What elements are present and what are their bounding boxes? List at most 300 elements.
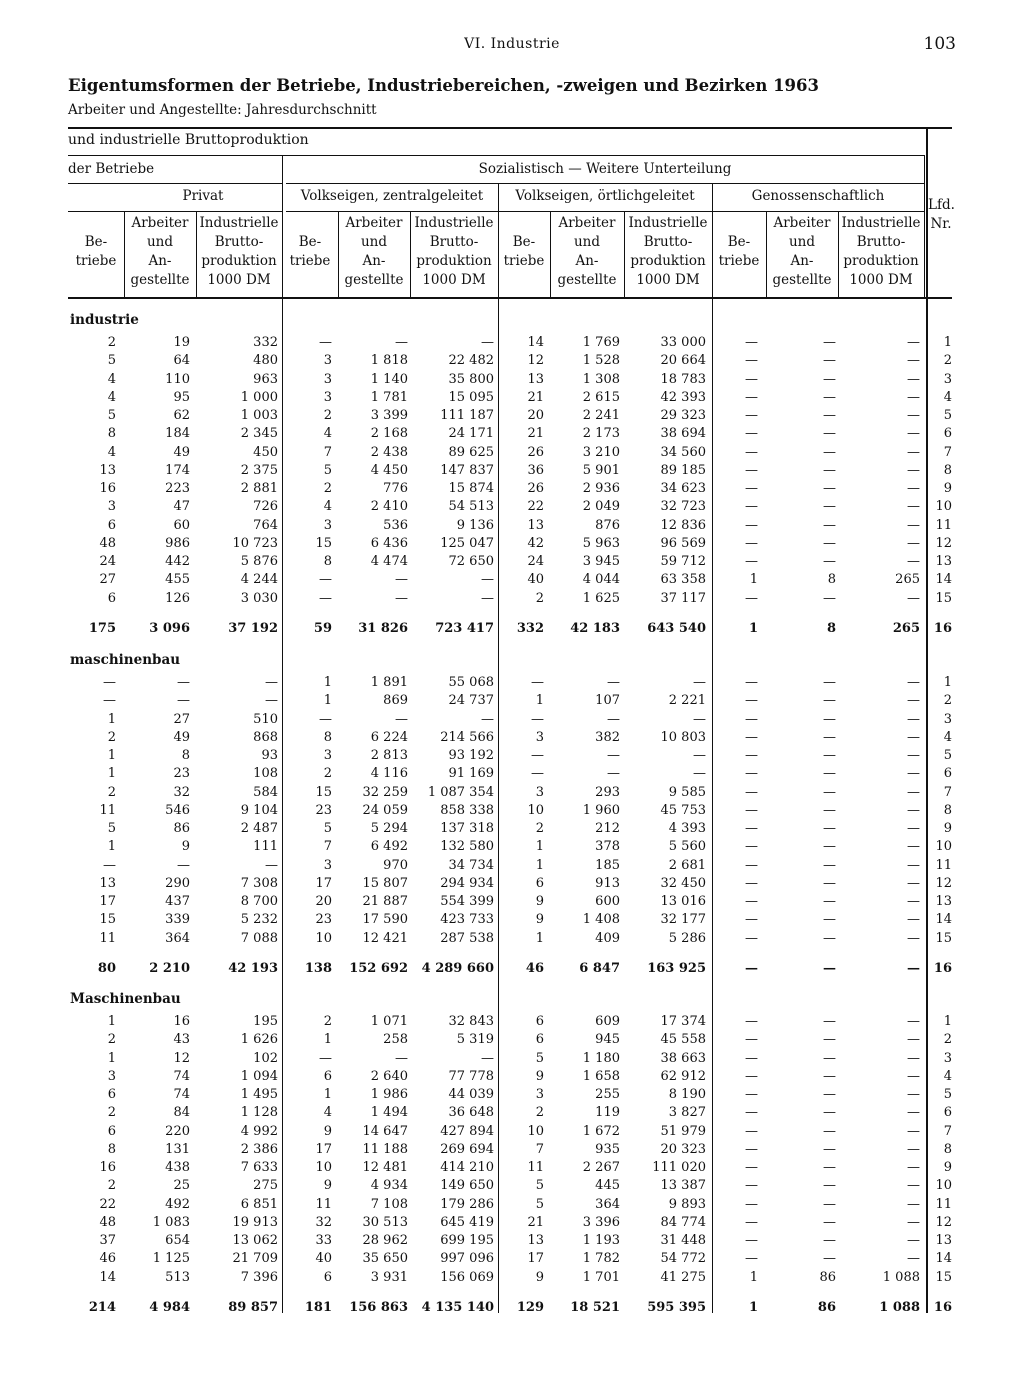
table-cell: 36 bbox=[527, 462, 544, 478]
header-nr-line: Nr. bbox=[930, 216, 952, 232]
table-row bbox=[0, 692, 1024, 710]
table-cell: 8 bbox=[943, 802, 952, 818]
column-header-line: Brutto- bbox=[643, 234, 693, 250]
table-cell: 63 358 bbox=[660, 572, 706, 588]
table-cell: 1 bbox=[107, 748, 116, 763]
table-cell: — bbox=[907, 499, 920, 515]
table-cell: 37 192 bbox=[228, 620, 278, 636]
table-cell: — bbox=[823, 1087, 836, 1102]
table-cell: 25 bbox=[173, 1178, 190, 1194]
table-cell: 1 818 bbox=[370, 353, 408, 369]
table-cell: 45 558 bbox=[660, 1032, 706, 1048]
table-cell: 7 bbox=[323, 839, 332, 855]
table-cell: — bbox=[319, 335, 332, 350]
table-cell: 643 540 bbox=[647, 620, 706, 636]
table-cell: — bbox=[823, 1233, 836, 1248]
table-cell: 28 962 bbox=[362, 1233, 408, 1248]
table-cell: 2 bbox=[535, 821, 544, 836]
table-cell: 11 bbox=[935, 517, 952, 533]
table-cell: — bbox=[481, 335, 494, 350]
continuation-title: und industrielle Bruttoproduktion bbox=[68, 132, 309, 148]
column-rule bbox=[766, 211, 767, 297]
table-cell: 2 345 bbox=[240, 426, 278, 442]
table-cell: 699 195 bbox=[440, 1233, 494, 1248]
table-row bbox=[0, 553, 1024, 571]
table-cell: — bbox=[177, 857, 190, 873]
table-cell: 62 912 bbox=[660, 1068, 706, 1084]
table-row bbox=[0, 535, 1024, 553]
table-cell: — bbox=[745, 371, 758, 387]
table-cell: 4 bbox=[323, 499, 332, 515]
table-cell: 26 bbox=[527, 444, 544, 460]
table-cell: — bbox=[823, 711, 836, 727]
table-cell: 1 408 bbox=[582, 912, 620, 928]
table-cell: 1 672 bbox=[582, 1123, 620, 1139]
table-cell: 5 bbox=[107, 821, 116, 836]
table-cell: 7 108 bbox=[370, 1196, 408, 1212]
table-cell: 5 bbox=[107, 353, 116, 369]
column-header-line: produktion bbox=[630, 253, 706, 269]
column-rule bbox=[410, 211, 411, 297]
table-cell: 5 bbox=[943, 1087, 952, 1102]
table-cell: 12 bbox=[527, 353, 544, 369]
column-header-line: Industrielle bbox=[414, 215, 494, 231]
column-header-line: und bbox=[573, 234, 601, 250]
header-rule bbox=[68, 183, 282, 184]
table-cell: 2 bbox=[943, 693, 952, 709]
table-cell: 2 bbox=[107, 335, 116, 350]
table-cell: 17 bbox=[315, 875, 332, 891]
table-cell: 5 bbox=[535, 1050, 544, 1066]
table-cell: 111 bbox=[253, 839, 278, 855]
table-cell: 8 bbox=[943, 1141, 952, 1157]
table-cell: — bbox=[823, 335, 836, 350]
column-header-arbeiter bbox=[766, 214, 838, 290]
table-cell: — bbox=[907, 590, 920, 606]
table-cell: 86 bbox=[819, 1269, 836, 1285]
table-cell: 9 bbox=[943, 1160, 952, 1175]
table-row bbox=[0, 802, 1024, 820]
table-cell: — bbox=[823, 748, 836, 763]
table-cell: — bbox=[907, 960, 920, 976]
table-cell: 997 096 bbox=[440, 1251, 494, 1267]
table-subtitle: Arbeiter und Angestellte: Jahresdurchschnitt bbox=[68, 102, 377, 118]
table-cell: — bbox=[395, 590, 408, 606]
table-cell: 34 734 bbox=[448, 857, 494, 873]
table-cell: 11 bbox=[935, 857, 952, 873]
table-cell: — bbox=[693, 711, 706, 727]
table-cell: — bbox=[745, 353, 758, 369]
column-header-line: gestellte bbox=[557, 272, 617, 288]
table-cell: — bbox=[823, 784, 836, 800]
table-cell: — bbox=[823, 371, 836, 387]
table-cell: — bbox=[607, 675, 620, 690]
column-rule bbox=[196, 211, 197, 297]
table-cell: 22 482 bbox=[448, 353, 494, 369]
table-cell: — bbox=[745, 1160, 758, 1175]
table-cell: 265 bbox=[895, 572, 920, 588]
table-cell: 1 bbox=[323, 1087, 332, 1102]
table-cell: 64 bbox=[173, 353, 190, 369]
table-cell: — bbox=[745, 335, 758, 350]
column-header-line: Brutto- bbox=[214, 234, 264, 250]
table-cell: 9 893 bbox=[668, 1196, 706, 1212]
table-cell: 6 bbox=[107, 1123, 116, 1139]
table-cell: 5 bbox=[943, 748, 952, 763]
table-cell: 14 bbox=[935, 1251, 952, 1267]
column-header-line: Be- bbox=[84, 234, 108, 250]
table-cell: — bbox=[745, 711, 758, 727]
table-cell: 16 bbox=[173, 1014, 190, 1029]
table-cell: 10 bbox=[935, 499, 952, 515]
table-cell: 609 bbox=[595, 1014, 620, 1029]
table-cell: 2 bbox=[107, 784, 116, 800]
table-row bbox=[0, 747, 1024, 765]
table-cell: 21 bbox=[527, 389, 544, 405]
table-cell: 15 807 bbox=[362, 875, 408, 891]
column-rule bbox=[124, 211, 125, 297]
group-header-left: der Betriebe bbox=[68, 161, 155, 177]
table-cell: 12 481 bbox=[362, 1160, 408, 1175]
table-cell: 9 bbox=[943, 821, 952, 836]
table-cell: — bbox=[745, 535, 758, 551]
table-row bbox=[0, 498, 1024, 516]
table-cell: — bbox=[907, 675, 920, 690]
table-cell: 10 bbox=[935, 839, 952, 855]
table-cell: — bbox=[823, 1196, 836, 1212]
table-cell: 195 bbox=[253, 1014, 278, 1029]
table-cell: — bbox=[907, 371, 920, 387]
table-cell: 9 bbox=[535, 894, 544, 909]
running-title: VI. Industrie bbox=[464, 36, 560, 52]
table-cell: 102 bbox=[253, 1050, 278, 1066]
table-cell: 265 bbox=[892, 620, 920, 636]
table-cell: 46 bbox=[99, 1251, 116, 1267]
table-row bbox=[0, 389, 1024, 407]
table-cell: 9 104 bbox=[240, 802, 278, 818]
table-cell: 21 bbox=[527, 426, 544, 442]
table-cell: 175 bbox=[88, 620, 116, 636]
table-cell: 364 bbox=[165, 930, 190, 946]
table-row bbox=[0, 729, 1024, 747]
table-cell: 40 bbox=[527, 572, 544, 588]
table-cell: 869 bbox=[383, 693, 408, 709]
table-row bbox=[0, 371, 1024, 389]
table-cell: 163 925 bbox=[647, 960, 706, 976]
table-cell: 1 003 bbox=[240, 408, 278, 423]
table-cell: 12 bbox=[935, 1214, 952, 1230]
table-cell: — bbox=[745, 875, 758, 891]
table-cell: 1 bbox=[323, 693, 332, 709]
table-cell: 2 241 bbox=[582, 408, 620, 423]
table-cell: 12 836 bbox=[660, 517, 706, 533]
table-cell: — bbox=[823, 1105, 836, 1121]
table-cell: — bbox=[745, 784, 758, 800]
table-cell: 726 bbox=[253, 499, 278, 515]
table-cell: 6 bbox=[323, 1269, 332, 1285]
table-cell: 15 bbox=[315, 535, 332, 551]
table-cell: 223 bbox=[165, 481, 190, 496]
table-cell: — bbox=[823, 1068, 836, 1084]
table-row bbox=[0, 480, 1024, 498]
table-cell: 3 bbox=[943, 371, 952, 387]
table-cell: 5 232 bbox=[240, 912, 278, 928]
table-cell: 9 585 bbox=[668, 784, 706, 800]
table-cell: 38 663 bbox=[660, 1050, 706, 1066]
table-cell: 131 bbox=[165, 1141, 190, 1157]
table-cell: 9 bbox=[535, 912, 544, 928]
table-cell: — bbox=[823, 675, 836, 690]
table-cell: 5 560 bbox=[668, 839, 706, 855]
table-cell: 6 492 bbox=[370, 839, 408, 855]
table-cell: 11 bbox=[935, 1196, 952, 1212]
table-cell: 4 244 bbox=[240, 572, 278, 588]
table-cell: 258 bbox=[383, 1032, 408, 1048]
table-cell: — bbox=[907, 1050, 920, 1066]
table-cell: 8 190 bbox=[668, 1087, 706, 1102]
table-cell: 21 bbox=[527, 1214, 544, 1230]
table-cell: 15 874 bbox=[448, 481, 494, 496]
table-cell: — bbox=[745, 839, 758, 855]
table-cell: — bbox=[907, 784, 920, 800]
table-cell: 3 bbox=[535, 1087, 544, 1102]
table-cell: 17 bbox=[315, 1141, 332, 1157]
table-cell: 2 bbox=[107, 729, 116, 745]
table-cell: 152 692 bbox=[349, 960, 408, 976]
table-cell: — bbox=[823, 481, 836, 496]
table-cell: 5 bbox=[323, 821, 332, 836]
column-header-line: Industrielle bbox=[841, 215, 921, 231]
table-cell: 13 016 bbox=[660, 894, 706, 909]
table-cell: 4 992 bbox=[240, 1123, 278, 1139]
total-row bbox=[0, 1299, 1024, 1317]
table-row bbox=[0, 893, 1024, 911]
table-cell: 10 bbox=[935, 1178, 952, 1194]
table-cell: 13 bbox=[935, 1233, 952, 1248]
table-cell: — bbox=[607, 711, 620, 727]
table-cell: 43 bbox=[173, 1032, 190, 1048]
table-cell: 3 bbox=[535, 729, 544, 745]
table-cell: 91 169 bbox=[448, 766, 494, 782]
table-cell: 3 bbox=[535, 784, 544, 800]
table-cell: 16 bbox=[99, 481, 116, 496]
table-cell: 3 bbox=[323, 857, 332, 873]
table-cell: 6 bbox=[943, 766, 952, 782]
table-cell: 2 049 bbox=[582, 499, 620, 515]
table-cell: 42 183 bbox=[570, 620, 620, 636]
table-cell: 480 bbox=[253, 353, 278, 369]
table-cell: — bbox=[481, 590, 494, 606]
table-cell: — bbox=[823, 1123, 836, 1139]
column-header-arbeiter bbox=[124, 214, 196, 290]
table-cell: 35 800 bbox=[448, 371, 494, 387]
table-cell: 600 bbox=[595, 894, 620, 909]
column-header-arbeiter bbox=[550, 214, 624, 290]
table-cell: 13 bbox=[527, 371, 544, 387]
table-cell: 20 bbox=[315, 894, 332, 909]
table-cell: 7 bbox=[943, 1123, 952, 1139]
column-header-line: 1000 DM bbox=[207, 272, 271, 288]
table-cell: 54 513 bbox=[448, 499, 494, 515]
table-cell: 8 bbox=[181, 748, 190, 763]
column-header-line: Brutto- bbox=[429, 234, 479, 250]
table-cell: 1 000 bbox=[240, 389, 278, 405]
column-header-line: An- bbox=[790, 253, 814, 269]
table-cell: — bbox=[745, 481, 758, 496]
table-cell: 4 044 bbox=[582, 572, 620, 588]
table-cell: 3 396 bbox=[582, 1214, 620, 1230]
table-cell: 16 bbox=[933, 960, 952, 976]
table-cell: — bbox=[907, 894, 920, 909]
table-cell: 35 650 bbox=[362, 1251, 408, 1267]
table-cell: 764 bbox=[253, 517, 278, 533]
table-cell: — bbox=[907, 1032, 920, 1048]
table-cell: 2 bbox=[943, 1032, 952, 1048]
table-cell: — bbox=[319, 590, 332, 606]
table-row bbox=[0, 1159, 1024, 1177]
table-cell: 49 bbox=[173, 444, 190, 460]
table-row bbox=[0, 352, 1024, 370]
table-cell: — bbox=[745, 408, 758, 423]
table-cell: — bbox=[907, 875, 920, 891]
table-cell: 32 bbox=[315, 1214, 332, 1230]
table-cell: 12 421 bbox=[362, 930, 408, 946]
header-privat: Privat bbox=[182, 188, 224, 204]
table-cell: 913 bbox=[595, 875, 620, 891]
table-cell: 20 bbox=[527, 408, 544, 423]
table-cell: 6 bbox=[107, 517, 116, 533]
table-cell: 5 bbox=[107, 408, 116, 423]
table-cell: 963 bbox=[253, 371, 278, 387]
table-row bbox=[0, 711, 1024, 729]
table-cell: 84 774 bbox=[660, 1214, 706, 1230]
table-cell: 6 bbox=[107, 590, 116, 606]
column-header-line: Be- bbox=[727, 234, 751, 250]
table-cell: — bbox=[745, 1050, 758, 1066]
table-cell: 37 117 bbox=[660, 590, 706, 606]
table-cell: 214 bbox=[88, 1299, 116, 1315]
table-cell: 1 bbox=[535, 693, 544, 709]
table-cell: 7 bbox=[535, 1141, 544, 1157]
table-cell: — bbox=[745, 517, 758, 533]
table-cell: 34 623 bbox=[660, 481, 706, 496]
table-cell: 438 bbox=[165, 1160, 190, 1175]
table-cell: 29 323 bbox=[660, 408, 706, 423]
table-cell: 2 813 bbox=[370, 748, 408, 763]
header-genossenschaftlich: Genossenschaftlich bbox=[751, 188, 885, 204]
table-cell: 3 bbox=[323, 371, 332, 387]
table-cell: 3 bbox=[943, 1050, 952, 1066]
table-cell: 1 701 bbox=[582, 1269, 620, 1285]
table-cell: — bbox=[745, 693, 758, 709]
table-cell: 437 bbox=[165, 894, 190, 909]
table-cell: 59 bbox=[313, 620, 332, 636]
column-header-betriebe bbox=[498, 233, 550, 271]
column-rule bbox=[924, 155, 925, 297]
table-cell: 108 bbox=[253, 766, 278, 782]
table-cell: — bbox=[745, 499, 758, 515]
table-cell: 546 bbox=[165, 802, 190, 818]
table-cell: 2 681 bbox=[668, 857, 706, 873]
table-cell: 776 bbox=[383, 481, 408, 496]
table-cell: 935 bbox=[595, 1141, 620, 1157]
table-cell: — bbox=[745, 1123, 758, 1139]
table-cell: 32 843 bbox=[448, 1014, 494, 1029]
table-cell: 18 783 bbox=[660, 371, 706, 387]
table-cell: 32 450 bbox=[660, 875, 706, 891]
table-cell: 3 210 bbox=[582, 444, 620, 460]
table-cell: 6 436 bbox=[370, 535, 408, 551]
table-cell: 442 bbox=[165, 554, 190, 569]
table-cell: — bbox=[265, 675, 278, 690]
table-cell: 450 bbox=[253, 444, 278, 460]
table-cell: 4 bbox=[107, 444, 116, 460]
table-cell: 2 bbox=[323, 766, 332, 782]
table-cell: — bbox=[745, 1178, 758, 1194]
table-cell: — bbox=[319, 572, 332, 588]
table-cell: — bbox=[907, 554, 920, 569]
table-cell: — bbox=[907, 930, 920, 946]
table-cell: 2 438 bbox=[370, 444, 408, 460]
table-cell: — bbox=[907, 1014, 920, 1029]
table-cell: 2 173 bbox=[582, 426, 620, 442]
table-cell: 275 bbox=[253, 1178, 278, 1194]
table-cell: 8 bbox=[323, 554, 332, 569]
table-cell: 5 bbox=[943, 408, 952, 423]
table-cell: 3 399 bbox=[370, 408, 408, 423]
table-row bbox=[0, 517, 1024, 535]
table-cell: 10 bbox=[527, 802, 544, 818]
table-cell: — bbox=[745, 444, 758, 460]
table-cell: 1 bbox=[107, 839, 116, 855]
table-cell: 185 bbox=[595, 857, 620, 873]
table-cell: 54 772 bbox=[660, 1251, 706, 1267]
table-cell: 24 bbox=[527, 554, 544, 569]
table-cell: 89 625 bbox=[448, 444, 494, 460]
table-cell: 2 bbox=[323, 481, 332, 496]
table-cell: — bbox=[823, 1050, 836, 1066]
table-cell: 339 bbox=[165, 912, 190, 928]
table-row bbox=[0, 1141, 1024, 1159]
table-cell: 6 224 bbox=[370, 729, 408, 745]
table-cell: 1 891 bbox=[370, 675, 408, 690]
table-cell: — bbox=[823, 1014, 836, 1029]
table-cell: 1 bbox=[943, 675, 952, 690]
table-cell: 8 bbox=[107, 426, 116, 442]
table-cell: 30 513 bbox=[362, 1214, 408, 1230]
table-cell: 20 664 bbox=[660, 353, 706, 369]
table-cell: 7 bbox=[943, 784, 952, 800]
table-row bbox=[0, 1177, 1024, 1195]
column-header-line: Be- bbox=[298, 234, 322, 250]
table-cell: — bbox=[907, 1105, 920, 1121]
table-cell: — bbox=[907, 748, 920, 763]
table-cell: 876 bbox=[595, 517, 620, 533]
table-cell: 132 580 bbox=[440, 839, 494, 855]
table-cell: 84 bbox=[173, 1105, 190, 1121]
table-cell: — bbox=[177, 675, 190, 690]
table-cell: 46 bbox=[525, 960, 544, 976]
table-cell: 4 bbox=[107, 389, 116, 405]
table-cell: — bbox=[745, 1087, 758, 1102]
table-cell: — bbox=[907, 711, 920, 727]
table-cell: — bbox=[745, 1068, 758, 1084]
table-cell: 32 723 bbox=[660, 499, 706, 515]
table-cell: — bbox=[907, 1251, 920, 1267]
column-rule bbox=[838, 211, 839, 297]
table-cell: 2 410 bbox=[370, 499, 408, 515]
table-cell: — bbox=[823, 821, 836, 836]
